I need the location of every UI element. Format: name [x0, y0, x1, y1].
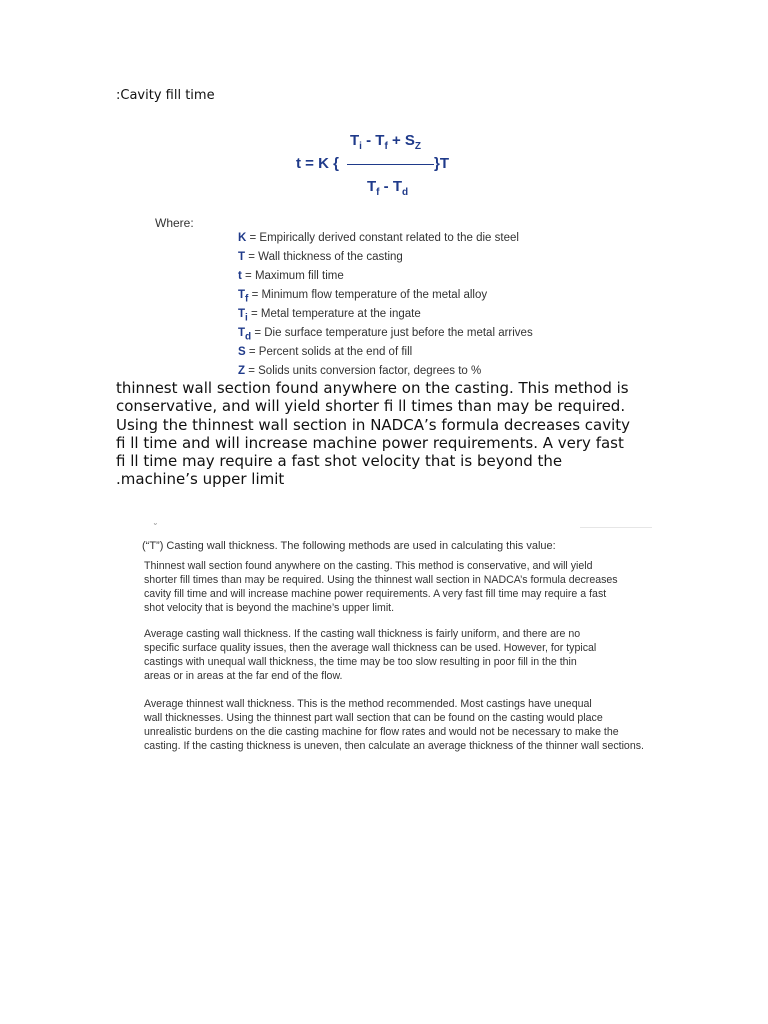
paragraph-line: Thinnest wall section found anywhere on the casting. This method is conservative, and will yield — [144, 560, 593, 572]
definition-item: K = Empirically derived constant related to the die steel — [238, 232, 519, 244]
formula-lhs: t = K { — [296, 155, 339, 172]
where-label: Where: — [155, 216, 194, 230]
paragraph-line: wall thicknesses. Using the thinnest part wall section that can be found on the casting would place — [144, 712, 603, 724]
section-heading: :Cavity fill time — [116, 88, 215, 103]
paragraph-line: shot velocity that is beyond the machine’s upper limit. — [144, 602, 395, 614]
paragraph-line: fi ll time may require a fast shot velocity that is beyond the — [116, 452, 563, 471]
wall-thickness-figure — [120, 522, 652, 761]
paragraph-line: .machine’s upper limit — [116, 470, 285, 489]
paragraph-line: casting. If the casting thickness is uneven, then calculate an average thickness of the thinner wall sections. — [144, 740, 644, 752]
scan-mark: ˘ — [154, 522, 157, 532]
paragraph-line: areas or in areas at the far end of the flow. — [144, 670, 343, 682]
paragraph-line: Average thinnest wall thickness. This is the method recommended. Most castings have unequal — [144, 698, 592, 710]
paragraph-line: specific surface quality issues, then the average wall thickness can be used. However, for typical — [144, 642, 597, 654]
definition-item: t = Maximum fill time — [238, 270, 344, 282]
paragraph-line: fi ll time and will increase machine power requirements. A very fast — [116, 433, 624, 452]
formula-rhs: }T — [434, 155, 449, 172]
body-paragraph — [116, 379, 656, 489]
paragraph-line: cavity fill time and will increase machine power requirements. A very fast fill time may require a fast — [144, 588, 607, 600]
paragraph-line: thinnest wall section found anywhere on the casting. This method is — [116, 379, 629, 397]
paragraph-line: unrealistic burdens on the die casting machine for flow rates and would not be necessary to make the — [144, 726, 619, 738]
definition-item: T = Wall thickness of the casting — [238, 251, 403, 263]
definition-item: $T_f$ = Minimum flow temperature of the metal alloy — [238, 289, 488, 305]
definition-item: Z = Solids units conversion factor, degrees to % — [238, 365, 482, 377]
fraction-bar — [347, 164, 434, 165]
scan-edge-line — [580, 527, 652, 528]
definition-item: $T_i$ = Metal temperature at the ingate — [238, 308, 421, 324]
formula-denominator: $T_f - T_d$ — [367, 178, 409, 198]
paragraph-line: castings with unequal wall thickness, the time may be too slow resulting in poor fill in the thin — [144, 656, 577, 668]
paragraph-line: Using the thinnest wall section in NADCA’s formula decreases cavity — [116, 415, 631, 434]
formula-figure — [118, 118, 648, 377]
figure-paragraph-thinnest — [144, 559, 644, 615]
paragraph-line: shorter fill times than may be required. Using the thinnest wall section in NADCA’s formula decreases — [144, 574, 618, 586]
paragraph-line: Average casting wall thickness. If the casting wall thickness is fairly uniform, and there are no — [144, 628, 581, 640]
definition-item: S = Percent solids at the end of fill — [238, 346, 413, 358]
definition-item: $T_d$ = Die surface temperature just before the metal arrives — [238, 327, 533, 343]
figure-paragraph-average-thinnest — [144, 697, 644, 753]
definitions-list — [238, 231, 533, 383]
formula-numerator: $T_i - T_f + S_Z$ — [350, 132, 422, 152]
figure-title: (“T”) Casting wall thickness. The following methods are used in calculating this value: — [142, 540, 556, 552]
paragraph-line: conservative, and will yield shorter fi ll times than may be required. — [116, 397, 626, 416]
figure-paragraph-average — [144, 627, 644, 683]
